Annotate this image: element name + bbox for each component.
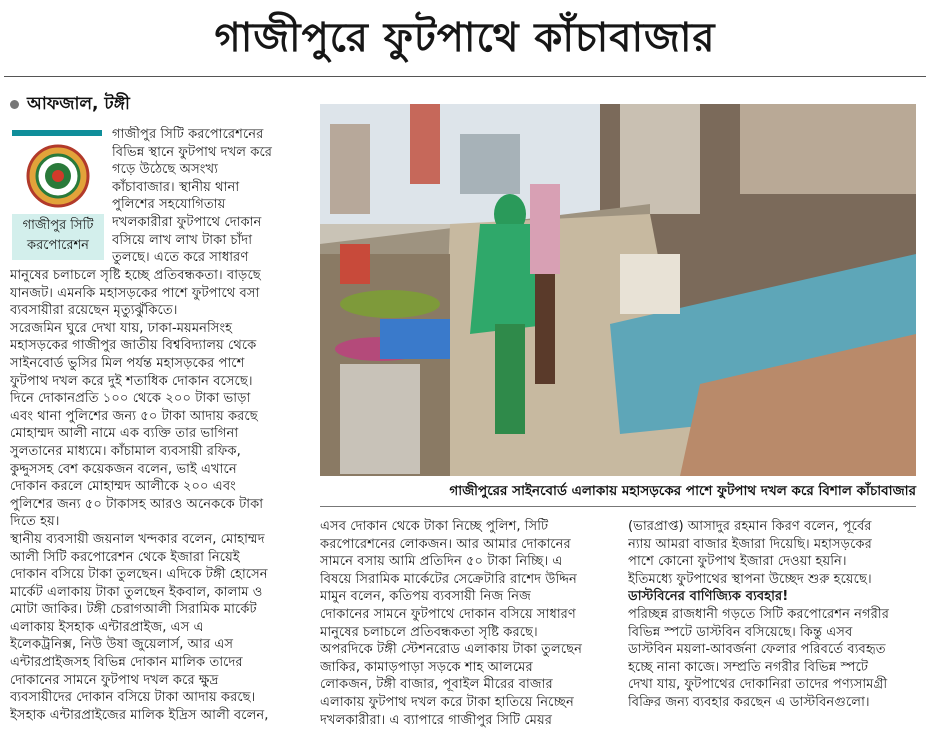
- text-line: ইলেকট্রনিক্স, নিউ উষা জুয়েলার্স, আর এস: [10, 637, 234, 653]
- text-line: মোহাম্মদ আলী নামে এক ব্যক্তি তার ভাগিনা: [10, 426, 239, 442]
- text-line: লোকজন, টঙ্গী বাজার, পূবাইল মীরের বাজার: [320, 677, 553, 693]
- text-line: ইতিমধ্যে ফুটপাথের স্থাপনা উচ্ছেদ শুরু হয়েছে।: [628, 571, 872, 587]
- text-line: কাঁচাবাজার। স্থানীয় থানা: [112, 179, 240, 195]
- text-line: এবং থানা পুলিশের জন্য ৫০ টাকা আদায় করছে: [10, 408, 258, 424]
- text-line: বসিয়ে লাখ লাখ টাকা চাঁদা: [112, 232, 253, 248]
- text-line: দোকান করলে মোহাম্মদ আলীকে ২০০ এবং: [10, 479, 236, 495]
- bullet-icon: [10, 100, 19, 109]
- text-line: ইসহাক এন্টারপ্রাইজের মালিক ইদ্রিস আলী বলেন,: [10, 707, 269, 723]
- text-line: দিনে দোকানপ্রতি ১০০ থেকে ২০০ টাকা ভাড়া: [10, 391, 251, 407]
- article-column-1-bottom: [10, 267, 312, 724]
- text-line: গাজীপুর সিটি করপোরেশনের: [112, 127, 264, 142]
- logo-caption-line1: গাজীপুর সিটি: [22, 218, 94, 233]
- text-line: মোটা জাকির। টঙ্গী চেরাগআলী সিরামিক মার্কেট: [10, 602, 257, 618]
- caption-divider: [320, 506, 916, 507]
- market-photo: [320, 104, 916, 476]
- text-line: গড়ে উঠেছে অসংখ্য: [112, 162, 218, 178]
- article-column-3: [628, 518, 920, 712]
- logo-caption: [12, 214, 104, 260]
- text-line: ডাস্টবিন ময়লা-আবর্জনা ফেলার পরিবর্তে ব্যবহৃত: [628, 642, 886, 658]
- text-line: ব্যবসায়ীরা রয়েছেন মৃত্যুঝুঁকিতে।: [10, 303, 178, 319]
- footpath-market-illustration: [320, 104, 916, 476]
- text-line: মানুষের চলাচলে প্রতিবন্ধকতা সৃষ্টি করছে।: [320, 624, 538, 640]
- logo-caption-line2: করপোরেশন: [27, 238, 89, 253]
- text-line: সাইনবোর্ড ভুসির মিল পর্যন্ত মহাসড়কের পাশে: [10, 355, 245, 371]
- text-line: বিভিন্ন স্থানে ফুটপাথ দখল করে: [112, 144, 273, 160]
- text-line: তুলছে। এতে করে সাধারণ: [112, 250, 249, 266]
- text-line: মামুন বলেন, কতিপয় ব্যবসায়ী নিজ নিজ: [320, 589, 531, 605]
- section-subhead: ডাস্টবিনের বাণিজ্যিক ব্যবহার!: [628, 589, 789, 605]
- city-corporation-emblem-icon: [26, 144, 90, 208]
- text-line: দোকান বসিয়ে টাকা তুলছেন। এদিকে টঙ্গী হোসেন: [10, 567, 268, 583]
- text-line: মানুষের চলাচলে সৃষ্টি হচ্ছে প্রতিবন্ধকতা। বাড়ছে: [10, 268, 261, 283]
- text-line: সরেজমিন ঘুরে দেখা যায়, ঢাকা-ময়মনসিংহ: [10, 320, 233, 336]
- text-line: অপরদিকে টঙ্গী স্টেশনরোড এলাকায় টাকা তুলছেন: [320, 642, 583, 658]
- text-line: সুলতানের মাধ্যমে। কাঁচামাল ব্যবসায়ী রফিক,: [10, 443, 241, 459]
- text-line: পরিচ্ছন্ন রাজধানী গড়তে সিটি করপোরেশন নগরীর: [628, 606, 889, 622]
- text-line: পাশে কোনো ফুটপাথ ইজারা দেওয়া হয়নি।: [628, 554, 847, 570]
- article-column-1-top: [112, 126, 312, 267]
- headline-divider: [4, 76, 926, 77]
- text-line: আলী সিটি করপোরেশন থেকে ইজারা নিয়েই: [10, 549, 240, 565]
- logo-box: [12, 130, 104, 258]
- text-line: করপোরেশনের লোকজন। আর আমার দোকানের: [320, 536, 571, 552]
- byline-text: আফজাল, টঙ্গী: [27, 94, 130, 114]
- text-line: ফুটপাথ দখল করে দুই শতাধিক দোকান বসেছে।: [10, 373, 253, 389]
- text-line: দোকানের সামনে ফুটপাথ দখল করে ক্ষুদ্র: [10, 672, 219, 688]
- text-line: এসব দোকান থেকে টাকা নিচ্ছে পুলিশ, সিটি: [320, 519, 549, 534]
- text-line: হচ্ছে নানা কাজে। সম্প্রতি নগরীর বিভিন্ন স্পটে: [628, 659, 869, 675]
- text-line: যানজট। এমনকি মহাসড়কের পাশে ফুটপাথে বসা: [10, 285, 260, 301]
- text-line: ব্যবসায়ীদের দোকান বসিয়ে টাকা আদায় করছে।: [10, 690, 256, 706]
- text-line: এলাকায় ফুটপাথ দখল করে টাকা হাতিয়ে নিচ্ছেন: [320, 694, 574, 710]
- text-line: পুলিশের জন্য ৫০ টাকাসহ আরও অনেককে টাকা: [10, 496, 264, 512]
- text-line: দিতে হয়।: [10, 514, 60, 530]
- headline: গাজীপুরে ফুটপাথে কাঁচাবাজার: [214, 15, 716, 61]
- text-line: পুলিশের সহযোগিতায়: [112, 197, 226, 213]
- text-line: বিক্রির জন্য ব্যবহার করছেন এ ডাস্টবিনগুলো।: [628, 694, 870, 710]
- text-line: বিভিন্ন স্পটে ডাস্টবিন বসিয়েছে। কিন্তু এসব: [628, 624, 853, 640]
- text-line: এন্টারপ্রাইজসহ বিভিন্ন দোকান মালিক তাদের: [10, 655, 243, 671]
- text-line: সামনে বসায় আমি প্রতিদিন ৫০ টাকা নিচ্ছি। এ: [320, 554, 563, 570]
- text-line: দখলকারীরা ফুটপাথে দোকান: [112, 214, 262, 230]
- text-line: মার্কেট এলাকায় টাকা তুলছেন ইকবাল, কালাম ও: [10, 584, 263, 600]
- byline: [10, 92, 130, 116]
- text-line: স্থানীয় ব্যবসায়ী জয়নাল খন্দকার বলেন, মোহাম্মদ: [10, 531, 265, 547]
- text-line: দেখা যায়, ফুটপাথের দোকানিরা তাদের পণ্যসামগ্রী: [628, 677, 888, 693]
- text-line: মহাসড়কের গাজীপুর জাতীয় বিশ্ববিদ্যালয় থেকে: [10, 338, 257, 354]
- text-line: ন্যায় আমরা বাজার ইজারা দিয়েছি। মহাসড়কের: [628, 536, 872, 552]
- text-line: এলাকায় ইসহাক এন্টারপ্রাইজ, এস এ: [10, 619, 204, 635]
- text-line: দোকানের সামনে ফুটপাথে দোকান বসিয়ে সাধারণ: [320, 606, 576, 622]
- logo-accent-bar: [12, 130, 102, 136]
- text-line: জাকির, কামাড়পাড়া সড়কে শাহ আলমের: [320, 659, 533, 675]
- photo-caption: গাজীপুরের সাইনবোর্ড এলাকায় মহাসড়কের পাশে ফুটপাথ দখল করে বিশাল কাঁচাবাজার: [449, 483, 916, 499]
- article-column-2: [320, 518, 612, 729]
- text-line: বিষয়ে সিরামিক মার্কেটের সেক্রেটারি রাশেদ উদ্দিন: [320, 571, 577, 587]
- text-line: কুদ্দুসসহ বেশ কয়েকজন বলেন, ভাই এখানে: [10, 461, 237, 477]
- text-line: (ভারপ্রাপ্ত) আসাদুর রহমান কিরণ বলেন, পূর্বের: [628, 519, 872, 534]
- text-line: দখলকারীরা। এ ব্যাপারে গাজীপুর সিটি মেয়র: [320, 712, 552, 728]
